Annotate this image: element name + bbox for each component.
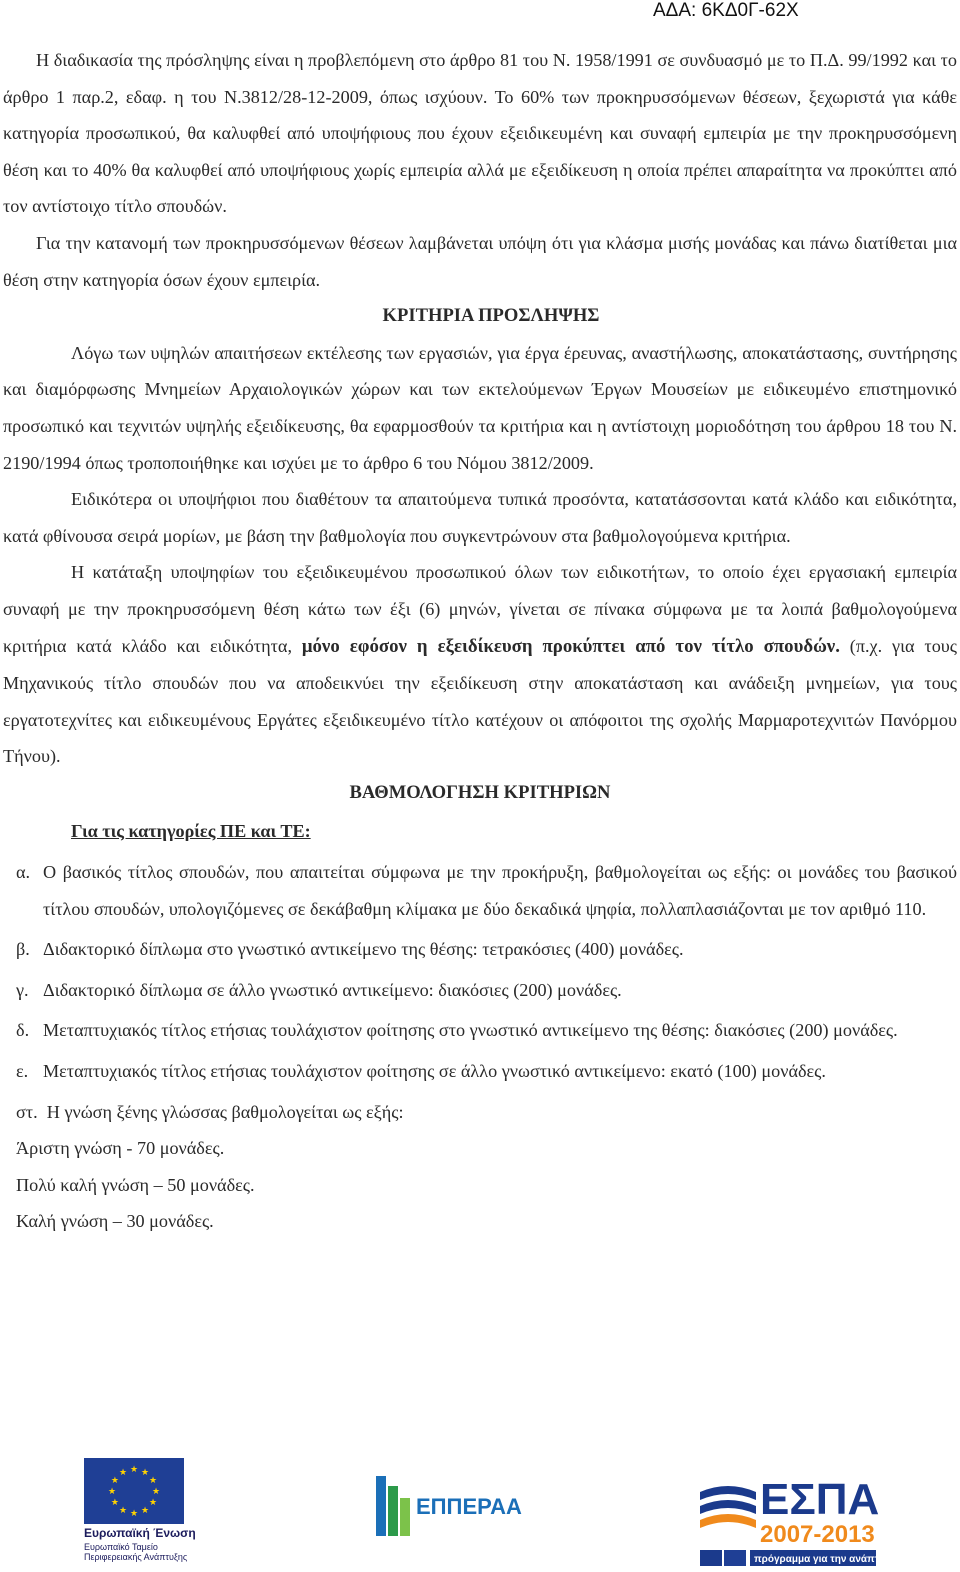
eu-star-icon: ★ bbox=[140, 1467, 150, 1478]
language-level: Καλή γνώση – 30 μονάδες. bbox=[16, 1211, 214, 1232]
specialization-text-end: (π.χ. για τους Μηχανικούς τίτλο σπουδών που να αποδεικνύει την εξειδίκευση στην αποκατάσταση και ανάδειξη μνημείων, για τους εργατοτεχνίτες και ειδικευμένους Εργάτες εξειδικευμένο τίτλο κατέχουν οι απόφοιτοι της σχολής Μαρμαροτεχνιτών Πανόρμου Τήνου). bbox=[3, 635, 958, 767]
ada-code: ΑΔΑ: 6ΚΔ0Γ-62Χ bbox=[653, 0, 799, 21]
eu-star-icon: ★ bbox=[149, 1476, 158, 1486]
paragraph-specialization bbox=[3, 554, 957, 775]
language-level: Πολύ καλή γνώση – 50 μονάδες. bbox=[16, 1174, 255, 1195]
paragraph-ranking: Ειδικότερα οι υποψήφιοι που διαθέτουν τα απαιτούμενα τυπικά προσόντα, κατατάσσονται κατά κλάδο και ειδικότητα, κατά φθίνουσα σειρά μορίων, με βάση την βαθμολογία που συγκεντρώνουν στα βαθμολογούμενα κριτήρια. bbox=[3, 489, 957, 546]
list-item-label: γ. bbox=[16, 979, 29, 1000]
greek-flag-icon bbox=[700, 1550, 722, 1566]
list-item bbox=[3, 1053, 957, 1090]
list-item-text: Μεταπτυχιακός τίτλος ετήσιας τουλάχιστον φοίτησης σε άλλο γνωστικό αντικείμενο: εκατό (100) μονάδες. bbox=[43, 1061, 826, 1082]
espa-wave-icon bbox=[700, 1486, 756, 1500]
list-item-text: Διδακτορικό δίπλωμα σε άλλο γνωστικό αντικείμενο: διακόσιες (200) μονάδες. bbox=[43, 979, 622, 1000]
language-intro-text: Η γνώση ξένης γλώσσας βαθμολογείται ως εξής: bbox=[46, 1101, 404, 1122]
paragraph-criteria: Λόγω των υψηλών απαιτήσεων εκτέλεσης των εργασιών, για έργα έρευνας, αναστήλωσης, αποκατάστασης, συντήρησης και διαμόρφωσης Μνημείων Αρχαιολογικών χώρων και των εκτελούμενων Έργων Μουσείων με ειδικευμένο επιστημονικό προσωπικό και τεχνιτών υψηλής εξειδίκευσης, θα εφαρμοσθούν τα κριτήρια και η αντίστοιχη μοριοδότηση του άρθρου 18 του Ν. 2190/1994 όπως τροποποιήθηκε και ισχύει με το άρθρο 6 του Νόμου 3812/2009. bbox=[3, 342, 957, 473]
espa-wordmark: ΕΣΠΑ bbox=[760, 1475, 880, 1524]
language-intro bbox=[3, 1094, 957, 1131]
language-intro-label: στ. bbox=[16, 1101, 38, 1122]
list-item bbox=[3, 1012, 957, 1049]
list-item-text: Ο βασικός τίτλος σπουδών, που απαιτείται σύμφωνα με την προκήρυξη, βαθμολογείται ως εξής: οι μονάδες του βασικού τίτλου σπουδών, υπολογιζόμενες σε δεκάβαθμη κλίμακα με δύο δεκαδικά ψηφία, πολλαπλασιάζονται με τον αριθμό 110. bbox=[43, 862, 957, 919]
eu-flag-logo bbox=[84, 1458, 184, 1524]
eu-stars-icon bbox=[84, 1458, 184, 1524]
heading-criteria-scoring: ΒΑΘΜΟΛΟΓΗΣΗ ΚΡΙΤΗΡΙΩΝ bbox=[349, 781, 611, 803]
espa-tagline: πρόγραμμα για την ανάπτυξη bbox=[754, 1554, 896, 1565]
list-item-label: α. bbox=[16, 862, 31, 883]
epperaa-bar-icon bbox=[388, 1486, 398, 1536]
list-item-label: β. bbox=[16, 939, 30, 960]
list-item-label: δ. bbox=[16, 1020, 30, 1041]
espa-wave-icon bbox=[700, 1500, 756, 1514]
espa-logo bbox=[698, 1462, 896, 1570]
espa-wave-icon bbox=[700, 1514, 756, 1528]
eu-label: Ευρωπαϊκή Ένωση bbox=[84, 1526, 196, 1540]
language-level: Άριστη γνώση - 70 μονάδες. bbox=[16, 1138, 225, 1159]
eu-star-icon: ★ bbox=[149, 1498, 158, 1508]
paragraph-procedure: Η διαδικασία της πρόσληψης είναι η προβλεπόμενη στο άρθρο 81 του Ν. 1958/1991 σε συνδυασμό με το Π.Δ. 99/1992 και το άρθρο 1 παρ.2, εδαφ. η του Ν.3812/28-12-2009, όπως ισχύουν. Το 60% των προκηρυσσόμενων θέσεων, ξεχωριστά για κάθε κατηγορία προσωπικού, θα καλυφθεί από υποψήφιους που έχουν εξειδικευμένη και συναφή εμπειρία με την προκηρυσσόμενη θέση και το 40% θα καλυφθεί από υποψήφιους χωρίς εμπειρία αλλά με εξειδίκευση η οποία πρέπει απαραίτητα να προκύπτει από τον αντίστοιχο τίτλο σπουδών. bbox=[3, 50, 957, 217]
specialization-text-start: Η κατάταξη υποψηφίων του εξειδικευμένου προσωπικού όλων των ειδικοτήτων, το οποίο έχει εργασιακή εμπειρία συναφή με την προκηρυσσόμενη θέση κάτω των έξι (6) μηνών, γίνεται σε πίνακα σύμφωνα με τα λοιπά βαθμολογούμενα κριτήρια κατά κλάδο και ειδικότητα, bbox=[3, 562, 957, 656]
list-item-label: ε. bbox=[16, 1061, 29, 1082]
eu-star-icon: ★ bbox=[110, 1476, 119, 1486]
eu-star-icon: ★ bbox=[118, 1467, 128, 1478]
list-item-text: Μεταπτυχιακός τίτλος ετήσιας τουλάχιστον φοίτησης στο γνωστικό αντικείμενο της θέσης: διακόσιες (200) μονάδες. bbox=[43, 1020, 898, 1041]
epperaa-wordmark: ΕΠΠΕΡΑΑ bbox=[416, 1494, 522, 1519]
epperaa-logo bbox=[374, 1474, 522, 1544]
epperaa-bar-icon bbox=[400, 1498, 410, 1536]
logo-strip bbox=[0, 1452, 960, 1572]
eu-star-icon: ★ bbox=[129, 1465, 139, 1475]
list-item-text: Διδακτορικό δίπλωμα στο γνωστικό αντικείμενο της θέσης: τετρακόσιες (400) μονάδες. bbox=[43, 939, 684, 960]
eu-mini-flag-icon bbox=[724, 1550, 746, 1566]
subheading-pe-te: Για τις κατηγορίες ΠΕ και ΤΕ: bbox=[71, 821, 311, 842]
list-item bbox=[3, 972, 957, 1009]
epperaa-bar-icon bbox=[376, 1476, 386, 1536]
heading-recruitment-criteria: ΚΡΙΤΗΡΙΑ ΠΡΟΣΛΗΨΗΣ bbox=[382, 305, 600, 327]
eu-star-icon: ★ bbox=[107, 1487, 117, 1497]
document-body bbox=[3, 42, 957, 1240]
paragraph-allocation: Για την κατανομή των προκηρυσσόμενων θέσεων λαμβάνεται υπόψη ότι για κλάσμα μισής μονάδας και πάνω διατίθεται μια θέση στην κατηγορία όσων έχουν εμπειρία. bbox=[3, 232, 957, 290]
eu-star-icon: ★ bbox=[140, 1506, 150, 1517]
eu-star-icon: ★ bbox=[129, 1509, 139, 1519]
eu-star-icon: ★ bbox=[118, 1506, 128, 1517]
specialization-emphasis: μόνο εφόσον η εξειδίκευση προκύπτει από τον τίτλο σπουδών. bbox=[301, 635, 840, 657]
eu-star-icon: ★ bbox=[110, 1498, 119, 1508]
list-item bbox=[3, 854, 957, 927]
eu-star-icon: ★ bbox=[151, 1487, 161, 1497]
espa-years: 2007-2013 bbox=[760, 1521, 875, 1548]
list-item bbox=[3, 931, 957, 968]
eu-fund-label: Ευρωπαϊκό Ταμείο Περιφερειακής Ανάπτυξης bbox=[84, 1542, 188, 1562]
